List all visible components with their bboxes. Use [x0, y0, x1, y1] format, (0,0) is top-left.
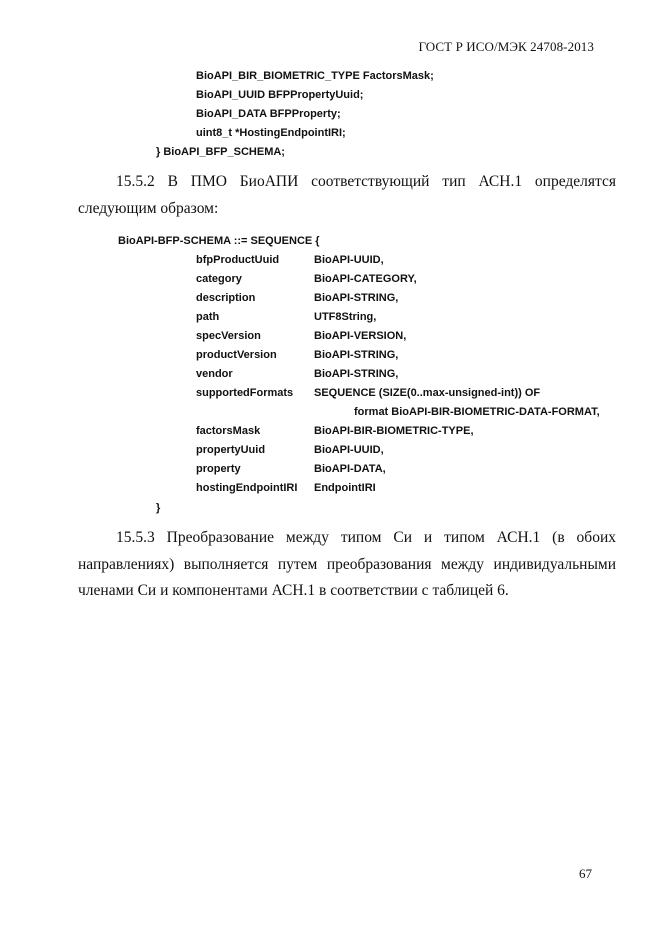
- asn-field-type: BioAPI-CATEGORY,: [314, 273, 417, 285]
- paragraph-15-5-2: [78, 169, 616, 222]
- c-struct-line: BioAPI_BIR_BIOMETRIC_TYPE FactorsMask;: [196, 70, 434, 82]
- asn-field-name: productVersion: [196, 349, 277, 361]
- asn-field-type: BioAPI-DATA,: [314, 463, 386, 475]
- asn-schema-closing: }: [156, 502, 161, 514]
- asn-field-name: propertyUuid: [196, 444, 266, 456]
- asn-field-name: hostingEndpointIRI: [196, 482, 298, 494]
- asn-field-name: property: [196, 463, 241, 475]
- paragraph-15-5-3: [78, 525, 616, 605]
- c-struct-line: BioAPI_DATA BFPProperty;: [196, 108, 341, 120]
- asn-field-name: vendor: [196, 368, 233, 380]
- asn-field-type: BioAPI-STRING,: [314, 349, 399, 361]
- asn-field-name: specVersion: [196, 330, 261, 342]
- asn-field-name: description: [196, 292, 256, 304]
- asn-field-type: BioAPI-VERSION,: [314, 330, 407, 342]
- asn-field-type: SEQUENCE (SIZE(0..max-unsigned-int)) OF: [314, 387, 541, 399]
- paragraph-line: 15.5.3 Преобразование между типом Си и типом АСН.1 (в обоих: [116, 529, 616, 546]
- paragraph-line: 15.5.2 В ПМО БиоАПИ соответствующий тип АСН.1 определятся: [116, 173, 616, 190]
- asn-type-continuation: format BioAPI-BIR-BIOMETRIC-DATA-FORMAT,: [354, 406, 600, 418]
- asn-field-type: UTF8String,: [314, 311, 377, 323]
- asn-field-name: factorsMask: [196, 425, 261, 437]
- asn-field-name: bfpProductUuid: [196, 254, 280, 266]
- asn-field-type: BioAPI-STRING,: [314, 292, 399, 304]
- asn-schema-opening: BioAPI-BFP-SCHEMA ::= SEQUENCE {: [118, 235, 320, 247]
- asn-field-type: BioAPI-UUID,: [314, 254, 384, 266]
- page-number: 67: [579, 866, 592, 881]
- asn-field-name: path: [196, 311, 220, 323]
- asn-field-type: BioAPI-UUID,: [314, 444, 384, 456]
- asn-field-type: BioAPI-STRING,: [314, 368, 399, 380]
- paragraph-line: направлениях) выполняется путем преобразования между индивидуальными: [78, 555, 616, 573]
- c-struct-line: BioAPI_UUID BFPPropertyUuid;: [196, 89, 364, 101]
- asn-field-type: BioAPI-BIR-BIOMETRIC-TYPE,: [314, 425, 474, 437]
- c-struct-closing: } BioAPI_BFP_SCHEMA;: [156, 146, 285, 158]
- asn-field-name: category: [196, 273, 242, 285]
- paragraph-line: следующим образом:: [78, 199, 219, 217]
- paragraph-line: членами Си и компонентами АСН.1 в соответствии с таблицей 6.: [78, 582, 509, 599]
- asn-field-name: supportedFormats: [196, 387, 294, 399]
- c-struct-line: uint8_t *HostingEndpointIRI;: [196, 127, 346, 139]
- asn-field-type: EndpointIRI: [314, 482, 376, 494]
- standard-header: ГОСТ Р ИСО/МЭК 24708-2013: [418, 39, 594, 54]
